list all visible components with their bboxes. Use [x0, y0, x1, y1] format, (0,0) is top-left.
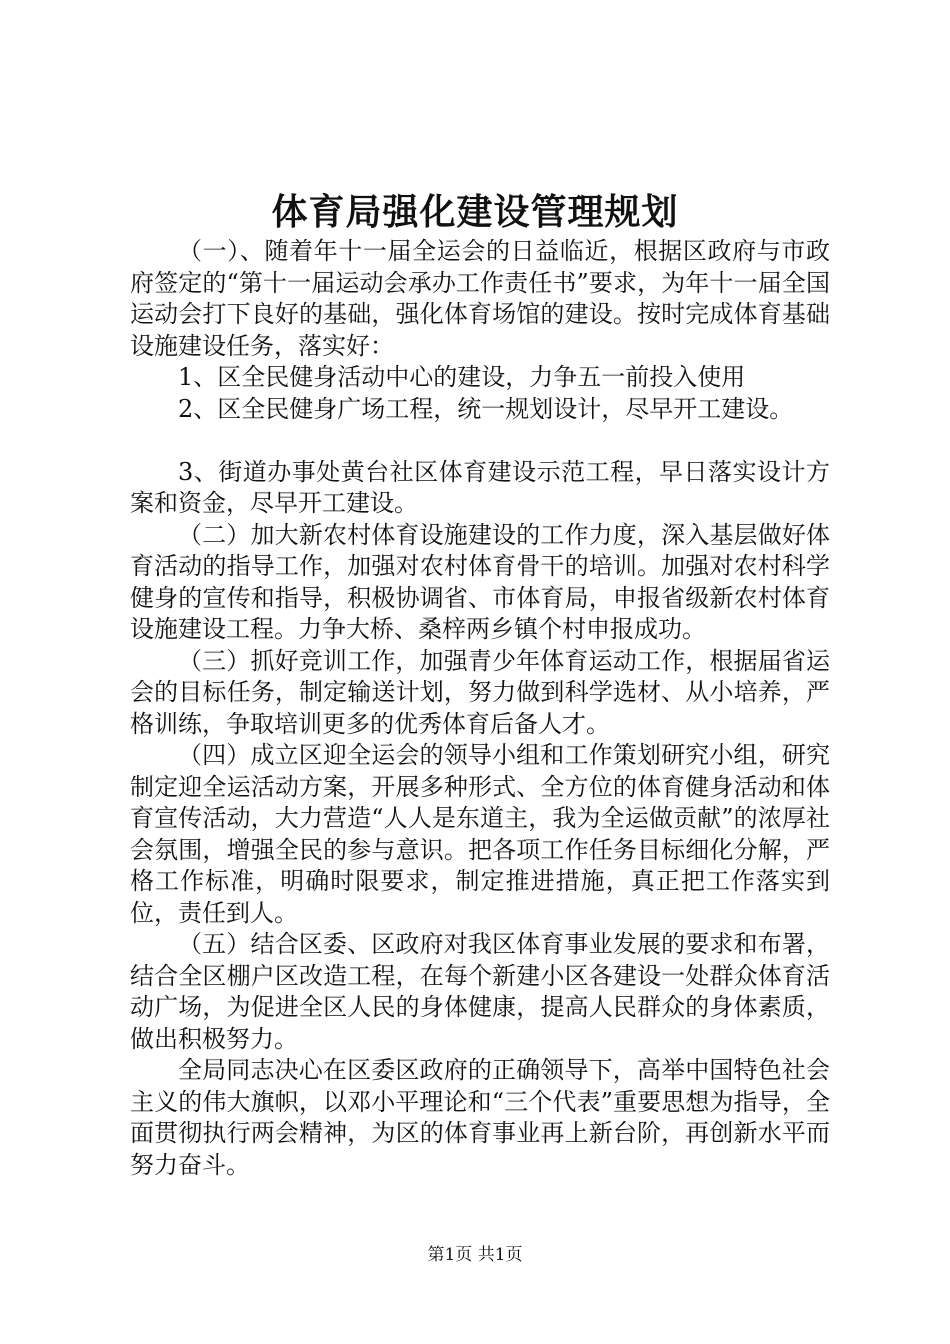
document-body [130, 236, 830, 1181]
paragraph-section-1: （一）、随着年十一届全运会的日益临近，根据区政府与市政府签定的“第十一届运动会承办工作责任书”要求，为年十一届全国运动会打下良好的基础，强化体育场馆的建设。按时完成体育基础设施建设任务，落实好： [130, 237, 830, 360]
paragraph-section-4: （四）成立区迎全运会的领导小组和工作策划研究小组，研究制定迎全运活动方案，开展多种形式、全方位的体育健身活动和体育宣传活动，大力营造“人人是东道主，我为全运做贡献”的浓厚社会氛围，增强全民的参与意识。把各项工作任务目标细化分解，严格工作标准，明确时限要求，制定推进措施，真正把工作落实到位，责任到人。 [130, 741, 830, 927]
document-title: 体育局强化建设管理规划 [271, 191, 679, 233]
list-item-1: 1、区全民健身活动中心的建设，力争五一前投入使用 [178, 363, 746, 391]
paragraph-conclusion: 全局同志决心在区委区政府的正确领导下，高举中国特色社会主义的伟大旗帜，以邓小平理论和“三个代表”重要思想为指导，全面贯彻执行两会精神，为区的体育事业再上新台阶，再创新水平而努力奋斗。 [130, 1056, 830, 1179]
list-item-3: 3、街道办事处黄台社区体育建设示范工程，早日落实设计方案和资金，尽早开工建设。 [130, 457, 830, 517]
list-item-2: 2、区全民健身广场工程，统一规划设计，尽早开工建设。 [178, 394, 794, 423]
paragraph-section-5: （五）结合区委、区政府对我区体育事业发展的要求和布署，结合全区棚户区改造工程，在每个新建小区各建设一处群众体育活动广场，为促进全区人民的身体健康，提高人民群众的身体素质，做出积极努力。 [130, 930, 830, 1053]
paragraph-section-3: （三）抓好竞训工作，加强青少年体育运动工作，根据届省运会的目标任务，制定输送计划，努力做到科学选材、从小培养，严格训练，争取培训更多的优秀体育后备人才。 [130, 646, 830, 738]
page-footer: 第1页 共1页 [427, 1245, 523, 1265]
paragraph-section-2: （二）加大新农村体育设施建设的工作力度，深入基层做好体育活动的指导工作，加强对农村体育骨干的培训。加强对农村科学健身的宣传和指导，积极协调省、市体育局，申报省级新农村体育设施建设工程。力争大桥、桑梓两乡镇个村申报成功。 [130, 520, 830, 643]
